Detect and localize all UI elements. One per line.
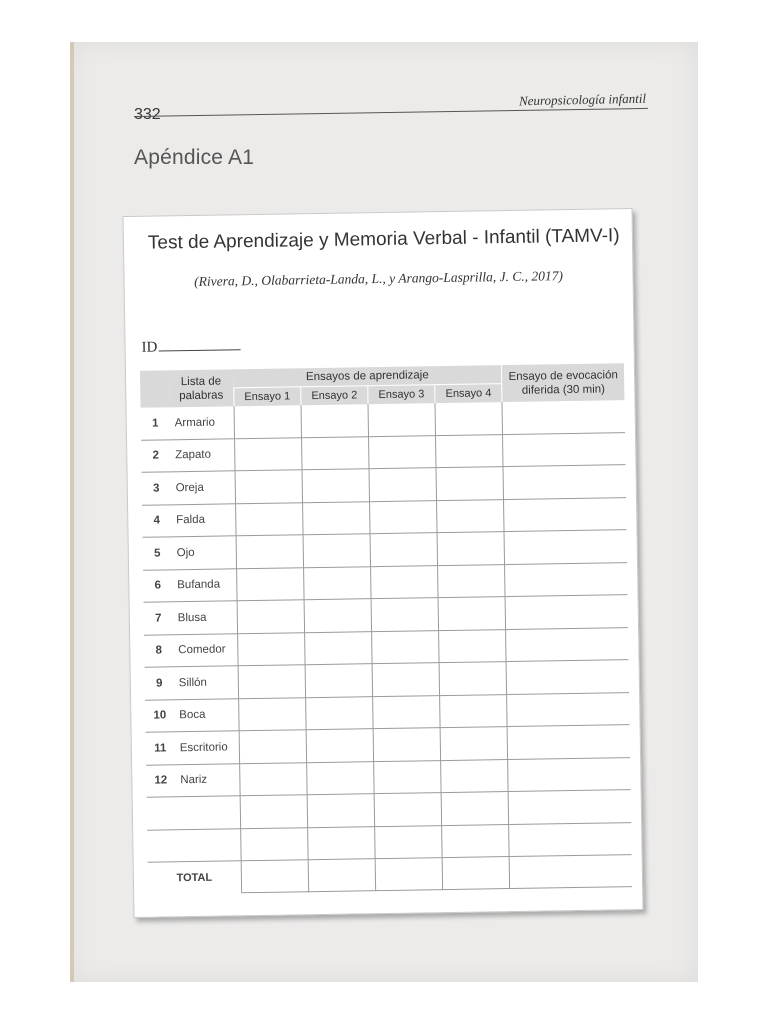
id-field[interactable]	[141, 335, 240, 357]
delayed-recall-header: Ensayo de evocación diferida (30 min)	[502, 363, 625, 402]
score-cell-row9-trial-1[interactable]	[238, 665, 306, 699]
row-number: 6	[143, 569, 172, 602]
score-cell-row10-trial-4[interactable]	[440, 694, 508, 728]
score-cell-row1-trial-2[interactable]	[301, 404, 369, 437]
score-cell-row4-trial-1[interactable]	[235, 502, 303, 536]
form-citation: (Rivera, D., Olabarrieta-Landa, L., y Arango-Lasprilla, J. C., 2017)	[194, 268, 564, 289]
score-cell-row5-trial-3[interactable]	[370, 533, 438, 567]
score-cell-row11-trial-2[interactable]	[306, 729, 374, 763]
score-cell-row2-delayed[interactable]	[503, 432, 626, 466]
score-cell-row8-trial-3[interactable]	[372, 630, 440, 664]
score-cell-blank2-trial-1[interactable]	[241, 827, 309, 861]
score-cell-row8-trial-1[interactable]	[237, 632, 305, 666]
score-cell-row10-trial-2[interactable]	[306, 696, 374, 730]
score-cell-blank1-delayed[interactable]	[508, 790, 631, 824]
score-cell-row12-trial-1[interactable]	[240, 762, 308, 796]
row-number: 9	[145, 667, 174, 700]
word-label: Blusa	[172, 601, 237, 635]
appendix-title: Apéndice A1	[134, 146, 255, 169]
blank-row-lead	[147, 796, 241, 830]
row-number: 7	[144, 602, 173, 635]
row-number: 8	[144, 634, 173, 667]
total-label: TOTAL	[148, 861, 242, 894]
score-cell-row12-delayed[interactable]	[508, 757, 631, 791]
trial-header-4: Ensayo 4	[435, 384, 502, 404]
score-cell-row1-delayed[interactable]	[502, 400, 625, 434]
score-cell-row4-trial-4[interactable]	[437, 499, 505, 533]
score-cell-row7-trial-1[interactable]	[237, 600, 305, 634]
word-list-header: Lista de palabras	[169, 369, 234, 407]
word-label: Comedor	[173, 633, 238, 667]
score-cell-total-trial-1[interactable]	[241, 860, 309, 893]
score-cell-row8-trial-2[interactable]	[305, 631, 373, 665]
score-cell-row7-trial-4[interactable]	[438, 597, 506, 631]
score-cell-blank1-trial-2[interactable]	[307, 794, 375, 828]
score-cell-row6-trial-4[interactable]	[438, 564, 506, 598]
score-cell-row9-trial-2[interactable]	[305, 664, 373, 698]
score-cell-row6-delayed[interactable]	[505, 562, 628, 596]
word-label: Falda	[171, 503, 236, 537]
row-number: 5	[143, 537, 172, 570]
score-cell-row4-trial-3[interactable]	[370, 500, 438, 534]
score-cell-row4-trial-2[interactable]	[302, 501, 370, 535]
id-label: ID	[141, 339, 158, 356]
word-label: Oreja	[170, 471, 235, 505]
word-label: Sillón	[173, 666, 238, 700]
row-number: 4	[142, 504, 171, 537]
score-cell-row12-trial-2[interactable]	[307, 761, 375, 795]
score-cell-row9-trial-3[interactable]	[372, 663, 440, 697]
score-cell-row11-delayed[interactable]	[507, 725, 630, 759]
trial-header-1: Ensayo 1	[234, 387, 301, 407]
row-number: 10	[145, 699, 174, 732]
score-cell-row5-trial-1[interactable]	[236, 535, 304, 569]
score-cell-row10-trial-1[interactable]	[238, 697, 306, 731]
score-cell-row1-trial-3[interactable]	[368, 403, 436, 436]
word-label: Boca	[174, 698, 239, 732]
score-cell-row1-trial-1[interactable]	[234, 405, 302, 438]
score-cell-row5-trial-4[interactable]	[437, 532, 505, 566]
word-label: Bufanda	[172, 568, 237, 602]
score-cell-blank1-trial-3[interactable]	[374, 793, 442, 827]
score-cell-row1-trial-4[interactable]	[435, 402, 503, 435]
score-cell-blank2-delayed[interactable]	[509, 822, 632, 856]
score-cell-total-trial-3[interactable]	[375, 858, 443, 891]
score-cell-row3-trial-4[interactable]	[436, 467, 504, 501]
id-blank-line[interactable]	[158, 335, 240, 351]
page-edge	[70, 42, 74, 982]
score-cell-row11-trial-3[interactable]	[373, 728, 441, 762]
score-cell-row3-trial-1[interactable]	[235, 470, 303, 504]
score-cell-row9-trial-4[interactable]	[439, 662, 507, 696]
row-number: 12	[146, 764, 175, 797]
row-number: 3	[142, 472, 171, 505]
score-cell-row10-trial-3[interactable]	[373, 695, 441, 729]
score-cell-row7-trial-2[interactable]	[304, 599, 372, 633]
score-cell-row2-trial-4[interactable]	[436, 434, 504, 468]
score-cell-row7-trial-3[interactable]	[371, 598, 439, 632]
word-label: Armario	[169, 406, 234, 439]
row-number: 11	[146, 732, 175, 765]
score-cell-row2-trial-3[interactable]	[369, 435, 437, 469]
running-head: Neuropsicología infantil	[518, 90, 647, 109]
score-cell-row3-trial-2[interactable]	[302, 469, 370, 503]
score-cell-row6-trial-2[interactable]	[304, 566, 372, 600]
trial-header-3: Ensayo 3	[368, 385, 435, 405]
score-cell-row7-delayed[interactable]	[505, 595, 628, 629]
page-number: 332	[134, 106, 161, 123]
row-number: 2	[141, 439, 170, 472]
score-cell-row12-trial-4[interactable]	[441, 759, 509, 793]
score-cell-row12-trial-3[interactable]	[374, 760, 442, 794]
score-cell-blank1-trial-4[interactable]	[441, 792, 509, 826]
corner-header	[140, 370, 169, 407]
score-cell-row11-trial-4[interactable]	[440, 727, 508, 761]
score-cell-row2-trial-1[interactable]	[234, 437, 302, 471]
total-row	[148, 855, 632, 895]
word-list-table	[140, 363, 632, 895]
score-cell-row11-trial-1[interactable]	[239, 730, 307, 764]
score-cell-row2-trial-2[interactable]	[301, 436, 369, 470]
word-label: Zapato	[170, 438, 235, 472]
score-cell-blank2-trial-2[interactable]	[308, 826, 376, 860]
score-cell-row3-delayed[interactable]	[503, 465, 626, 499]
word-label: Nariz	[175, 763, 240, 797]
score-cell-blank1-trial-1[interactable]	[240, 795, 308, 829]
score-cell-row3-trial-3[interactable]	[369, 468, 437, 502]
blank-row-lead	[147, 828, 241, 862]
row-number: 1	[141, 407, 170, 439]
score-cell-total-trial-4[interactable]	[442, 857, 510, 890]
score-cell-row6-trial-1[interactable]	[236, 567, 304, 601]
score-cell-total-trial-2[interactable]	[308, 859, 376, 892]
score-cell-row8-delayed[interactable]	[506, 627, 629, 661]
score-cell-row5-delayed[interactable]	[504, 530, 627, 564]
word-label: Ojo	[171, 536, 236, 570]
score-cell-row10-delayed[interactable]	[507, 692, 630, 726]
test-form-card	[123, 208, 644, 918]
score-cell-row9-delayed[interactable]	[506, 660, 629, 694]
trial-header-2: Ensayo 2	[301, 386, 368, 406]
learning-trials-header: Ensayos de aprendizaje	[233, 365, 502, 388]
score-cell-row4-delayed[interactable]	[504, 497, 627, 531]
score-cell-total-delayed[interactable]	[509, 855, 632, 889]
score-cell-row6-trial-3[interactable]	[371, 565, 439, 599]
score-cell-row5-trial-2[interactable]	[303, 534, 371, 568]
form-title: Test de Aprendizaje y Memoria Verbal - Infantil (TAMV-I)	[147, 225, 620, 254]
score-cell-blank2-trial-3[interactable]	[375, 825, 443, 859]
score-cell-row8-trial-4[interactable]	[439, 629, 507, 663]
score-cell-blank2-trial-4[interactable]	[442, 824, 510, 858]
word-label: Escritorio	[175, 731, 240, 765]
